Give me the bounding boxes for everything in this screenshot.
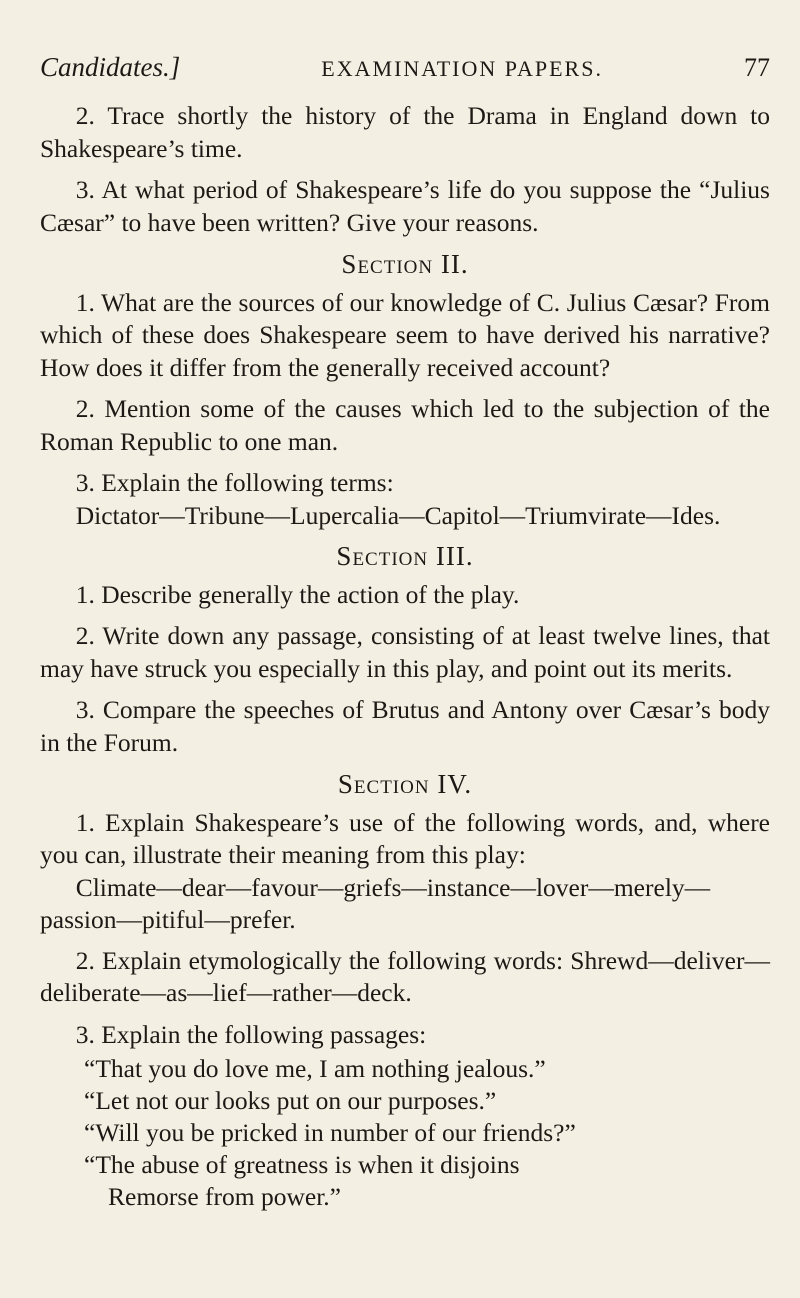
running-head-left: Candidates.] [40, 52, 181, 82]
section-3-question-1: 1. Describe generally the action of the play. [75, 579, 520, 609]
section-3-question-2: 2. Write down any passage, consisting of at least twelve lines, that may have struck you especially in this play, and point out its merits. [40, 621, 770, 683]
section-4-question-2: 2. Explain etymologically the following words: Shrewd—deliver—deliberate—as—lief—rather—deck. [40, 945, 770, 1007]
running-head-title: EXAMINATION PAPERS. [321, 56, 603, 81]
section-3-question-3: 3. Compare the speeches of Brutus and Antony over Cæsar’s body in the Forum. [40, 695, 770, 757]
page-body [40, 100, 770, 1213]
question-3: 3. At what period of Shakespeare’s life do you suppose the “Julius Cæsar” to have been written? Give your reasons. [40, 175, 770, 237]
running-head [40, 52, 770, 92]
section-2-question-3: 3. Explain the following terms: [75, 468, 394, 497]
quote-line: “Let not our looks put on our purposes.” [84, 1086, 497, 1115]
section-3-heading: Section III. [336, 541, 474, 571]
section-2-terms: Dictator—Tribune—Lupercalia—Capitol—Triumvirate—Ides. [75, 500, 721, 530]
quote-continuation: Remorse from power.” [108, 1182, 341, 1211]
section-4-question-1: 1. Explain Shakespeare’s use of the following words, and, where you can, illustrate their meaning from this play: [40, 807, 770, 869]
section-2-question-1: 1. What are the sources of our knowledge of C. Julius Cæsar? From which of these does Shakespeare seem to have derived his narrative? How does it differ from the generally received account? [40, 287, 770, 382]
page-number: 77 [744, 53, 770, 82]
section-4-question-3: 3. Explain the following passages: [75, 1019, 427, 1049]
section-4-heading: Section IV. [337, 769, 473, 799]
section-4-words: Climate—dear—favour—griefs—instance—lover—merely—passion—pitiful—prefer. [40, 872, 711, 934]
quote-line: “That you do love me, I am nothing jealous.” [84, 1054, 546, 1083]
quote-line: “The abuse of greatness is when it disjoins [84, 1150, 520, 1179]
question-2: 2. Trace shortly the history of the Drama in England down to Shakespeare’s time. [40, 101, 770, 163]
quote-line: “Will you be pricked in number of our friends?” [84, 1118, 576, 1147]
section-2-heading: Section II. [341, 249, 469, 279]
section-2-question-2: 2. Mention some of the causes which led to the subjection of the Roman Republic to one man. [40, 394, 770, 456]
